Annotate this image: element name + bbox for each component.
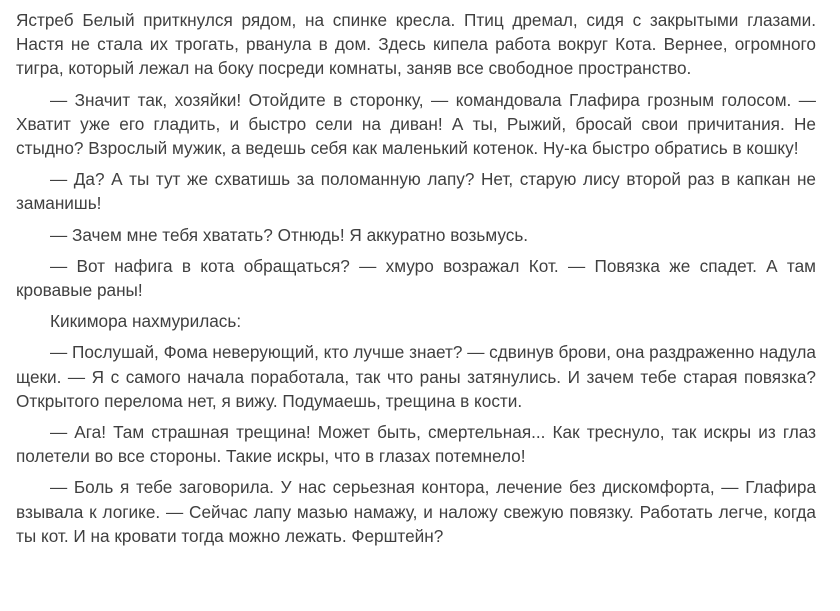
paragraph-6: Кикимора нахмурилась: [50,311,242,332]
paragraph-3: — Да? А ты тут же схватишь за поломанную лапу? Нет, старую лису второй раз в капкан не заманишь! [16,169,816,214]
paragraph-5: — Вот нафига в кота обращаться? — хмуро возражал Кот. — Повязка же спадет. А там кровавые раны! [16,255,816,301]
paragraph-8: — Ага! Там страшная трещина! Может быть, смертельная... Как треснуло, так искры из глаз полетели во все стороны. Такие искры, что в глазах потемнело! [16,422,816,467]
paragraph-1: Ястреб Белый приткнулся рядом, на спинке кресла. Птиц дремал, сидя с закрытыми глазами. Настя не стала их трогать, рванула в дом. Здесь кипела работа вокруг Кота. Вернее, огромного тигра, который лежал на боку посреди комнаты, заняв все свободное пространство. [16,10,816,79]
paragraph-7: — Послушай, Фома неверующий, кто лучше знает? — сдвинув брови, она раздраженно надула щеки. — Я с самого начала поработала, так что раны затянулись. И зачем тебе старая повязка? Открытого перелома нет, я вижу. Подумаешь, трещина в кости. [16,342,816,411]
paragraph-9: — Боль я тебе заговорила. У нас серьезная контора, лечение без дискомфорта, — Глафира взывала к логике. — Сейчас лапу мазью намажу, и наложу свежую повязку. Работать легче, когда ты кот. И на кровати тогда можно лежать. Ферштейн? [16,477,816,546]
paragraph-2: — Значит так, хозяйки! Отойдите в сторонку, — командовала Глафира грозным голосом. — Хватит уже его гладить, и быстро сели на диван! А ты, Рыжий, бросай свои причитания. Не стыдно? Взрослый мужик, а ведешь себя как маленький котенок. Ну-ка быстро обратись в кошку! [16,89,816,159]
paragraph-4: — Зачем мне тебя хватать? Отнюдь! Я аккуратно возьмусь. [50,224,529,245]
